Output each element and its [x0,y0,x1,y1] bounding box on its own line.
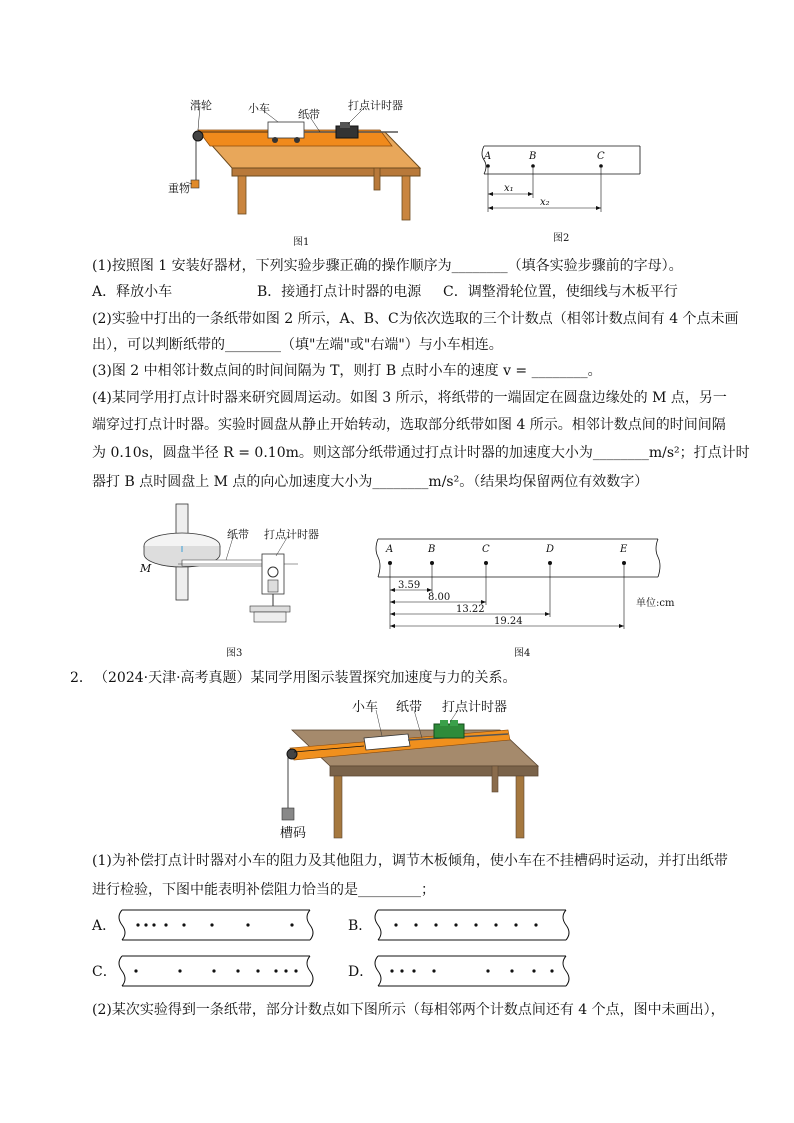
q1-option-a: A．释放小车 [92,284,173,300]
q2-label-weight: 槽码 [280,826,307,841]
q2-number: 2． [70,670,93,686]
q2-option-a-tape [114,908,318,942]
q2-part1-line1: (1)为补偿打点计时器对小车的阻力及其他阻力，调节木板倾角，使小车在不挂槽码时运动，并打出纸带 [92,853,728,869]
fig4-caption: 图4 [514,648,531,659]
fig2-label-x1: x₁ [504,183,514,194]
fig4-label-e: E [620,544,628,555]
fig4-point-e-dot [622,561,626,565]
fig4-point-b-dot [430,561,434,565]
q1-part4-line2: 端穿过打点计时器。实验时圆盘从静止开始转动，选取部分纸带如图 4 所示。相邻计数点间的时间间隔 [92,417,726,433]
fig4-point-a-dot [388,561,392,565]
fig3-label-m: M [140,562,152,575]
q2-label-timer: 打点计时器 [442,700,508,715]
q2-intro: （2024·天津·高考真题）某同学用图示装置探究加速度与力的关系。 [94,670,517,686]
q1-part2-line2: 出），可以判断纸带的________（填"左端"或"右端"）与小车相连。 [92,337,503,353]
figure-3-disk-apparatus [138,500,338,635]
fig2-point-a-dot [486,164,490,168]
fig4-label-d: D [546,544,555,555]
q2-option-c-label: C． [92,964,117,980]
fig2-caption: 图2 [553,233,570,244]
fig1-label-timer: 打点计时器 [348,99,403,112]
figure-2-tape [470,140,650,220]
fig3-label-tape: 纸带 [227,528,249,541]
fig1-label-tape: 纸带 [298,108,320,121]
fig4-distance-ac: 8.00 [428,592,451,603]
q2-option-a-label: A． [92,918,117,934]
fig1-label-cart: 小车 [248,102,270,115]
fig4-distance-ad: 13.22 [456,604,485,615]
q2-option-d-label: D． [348,964,374,980]
fig2-label-x2: x₂ [540,197,550,208]
fig4-point-c-dot [484,561,488,565]
q2-option-b-label: B． [348,918,373,934]
fig1-label-weight: 重物 [168,182,190,195]
fig4-distance-ab: 3.59 [398,580,421,591]
fig4-point-d-dot [548,561,552,565]
q2-option-b-tape [370,908,574,942]
q1-part4-line3: 为 0.10s，圆盘半径 R = 0.10m。则这部分纸带通过打点计时器的加速度大小为________m/s²；打点计时 [92,445,750,461]
q1-part1: (1)按照图 1 安装好器材，下列实验步骤正确的操作顺序为________（填各实验步骤前的字母）。 [92,258,683,274]
q2-apparatus-figure [276,694,542,844]
q1-part2-line1: (2)实验中打出的一条纸带如图 2 所示，A、B、C为依次选取的三个计数点（相邻计数点间有 4 个点未画 [92,311,739,327]
fig3-caption: 图3 [226,648,243,659]
fig3-label-timer: 打点计时器 [264,528,319,541]
q2-label-cart: 小车 [352,700,379,715]
fig1-label-pulley: 滑轮 [190,99,212,112]
fig2-label-c: C [597,151,605,162]
fig4-distance-ae: 19.24 [494,616,523,627]
q1-part4-line1: (4)某同学用打点计时器来研究圆周运动。如图 3 所示，将纸带的一端固定在圆盘边缘处的 M 点，另一 [92,390,727,406]
fig2-label-b: B [529,151,537,162]
q2-option-c-tape [114,954,318,988]
q1-option-c: C．调整滑轮位置，使细线与木板平行 [443,284,678,300]
fig2-point-b-dot [531,164,535,168]
fig4-label-b: B [428,544,436,555]
fig4-label-c: C [482,544,490,555]
fig4-unit: 单位:cm [636,598,675,609]
fig1-caption: 图1 [293,237,310,248]
q2-part1-line2: 进行检验，下图中能表明补偿阻力恰当的是_________； [92,882,435,898]
q1-part4-line4: 器打 B 点时圆盘上 M 点的向心加速度大小为________m/s²。（结果均保留两位有效数字） [92,474,649,490]
fig2-point-c-dot [599,164,603,168]
q2-part2: (2)某次实验得到一条纸带，部分计数点如下图所示（每相邻两个计数点间还有 4 个点，图中未画出）， [92,1002,725,1018]
q1-option-b: B．接通打点计时器的电源 [257,284,422,300]
q2-label-tape: 纸带 [396,700,423,715]
fig4-label-a: A [386,544,394,555]
fig2-label-a: A [484,151,492,162]
q1-part3: (3)图 2 中相邻计数点间的时间间隔为 T，则打 B 点时小车的速度 v = ________。 [92,363,602,379]
q2-option-d-tape [370,954,574,988]
